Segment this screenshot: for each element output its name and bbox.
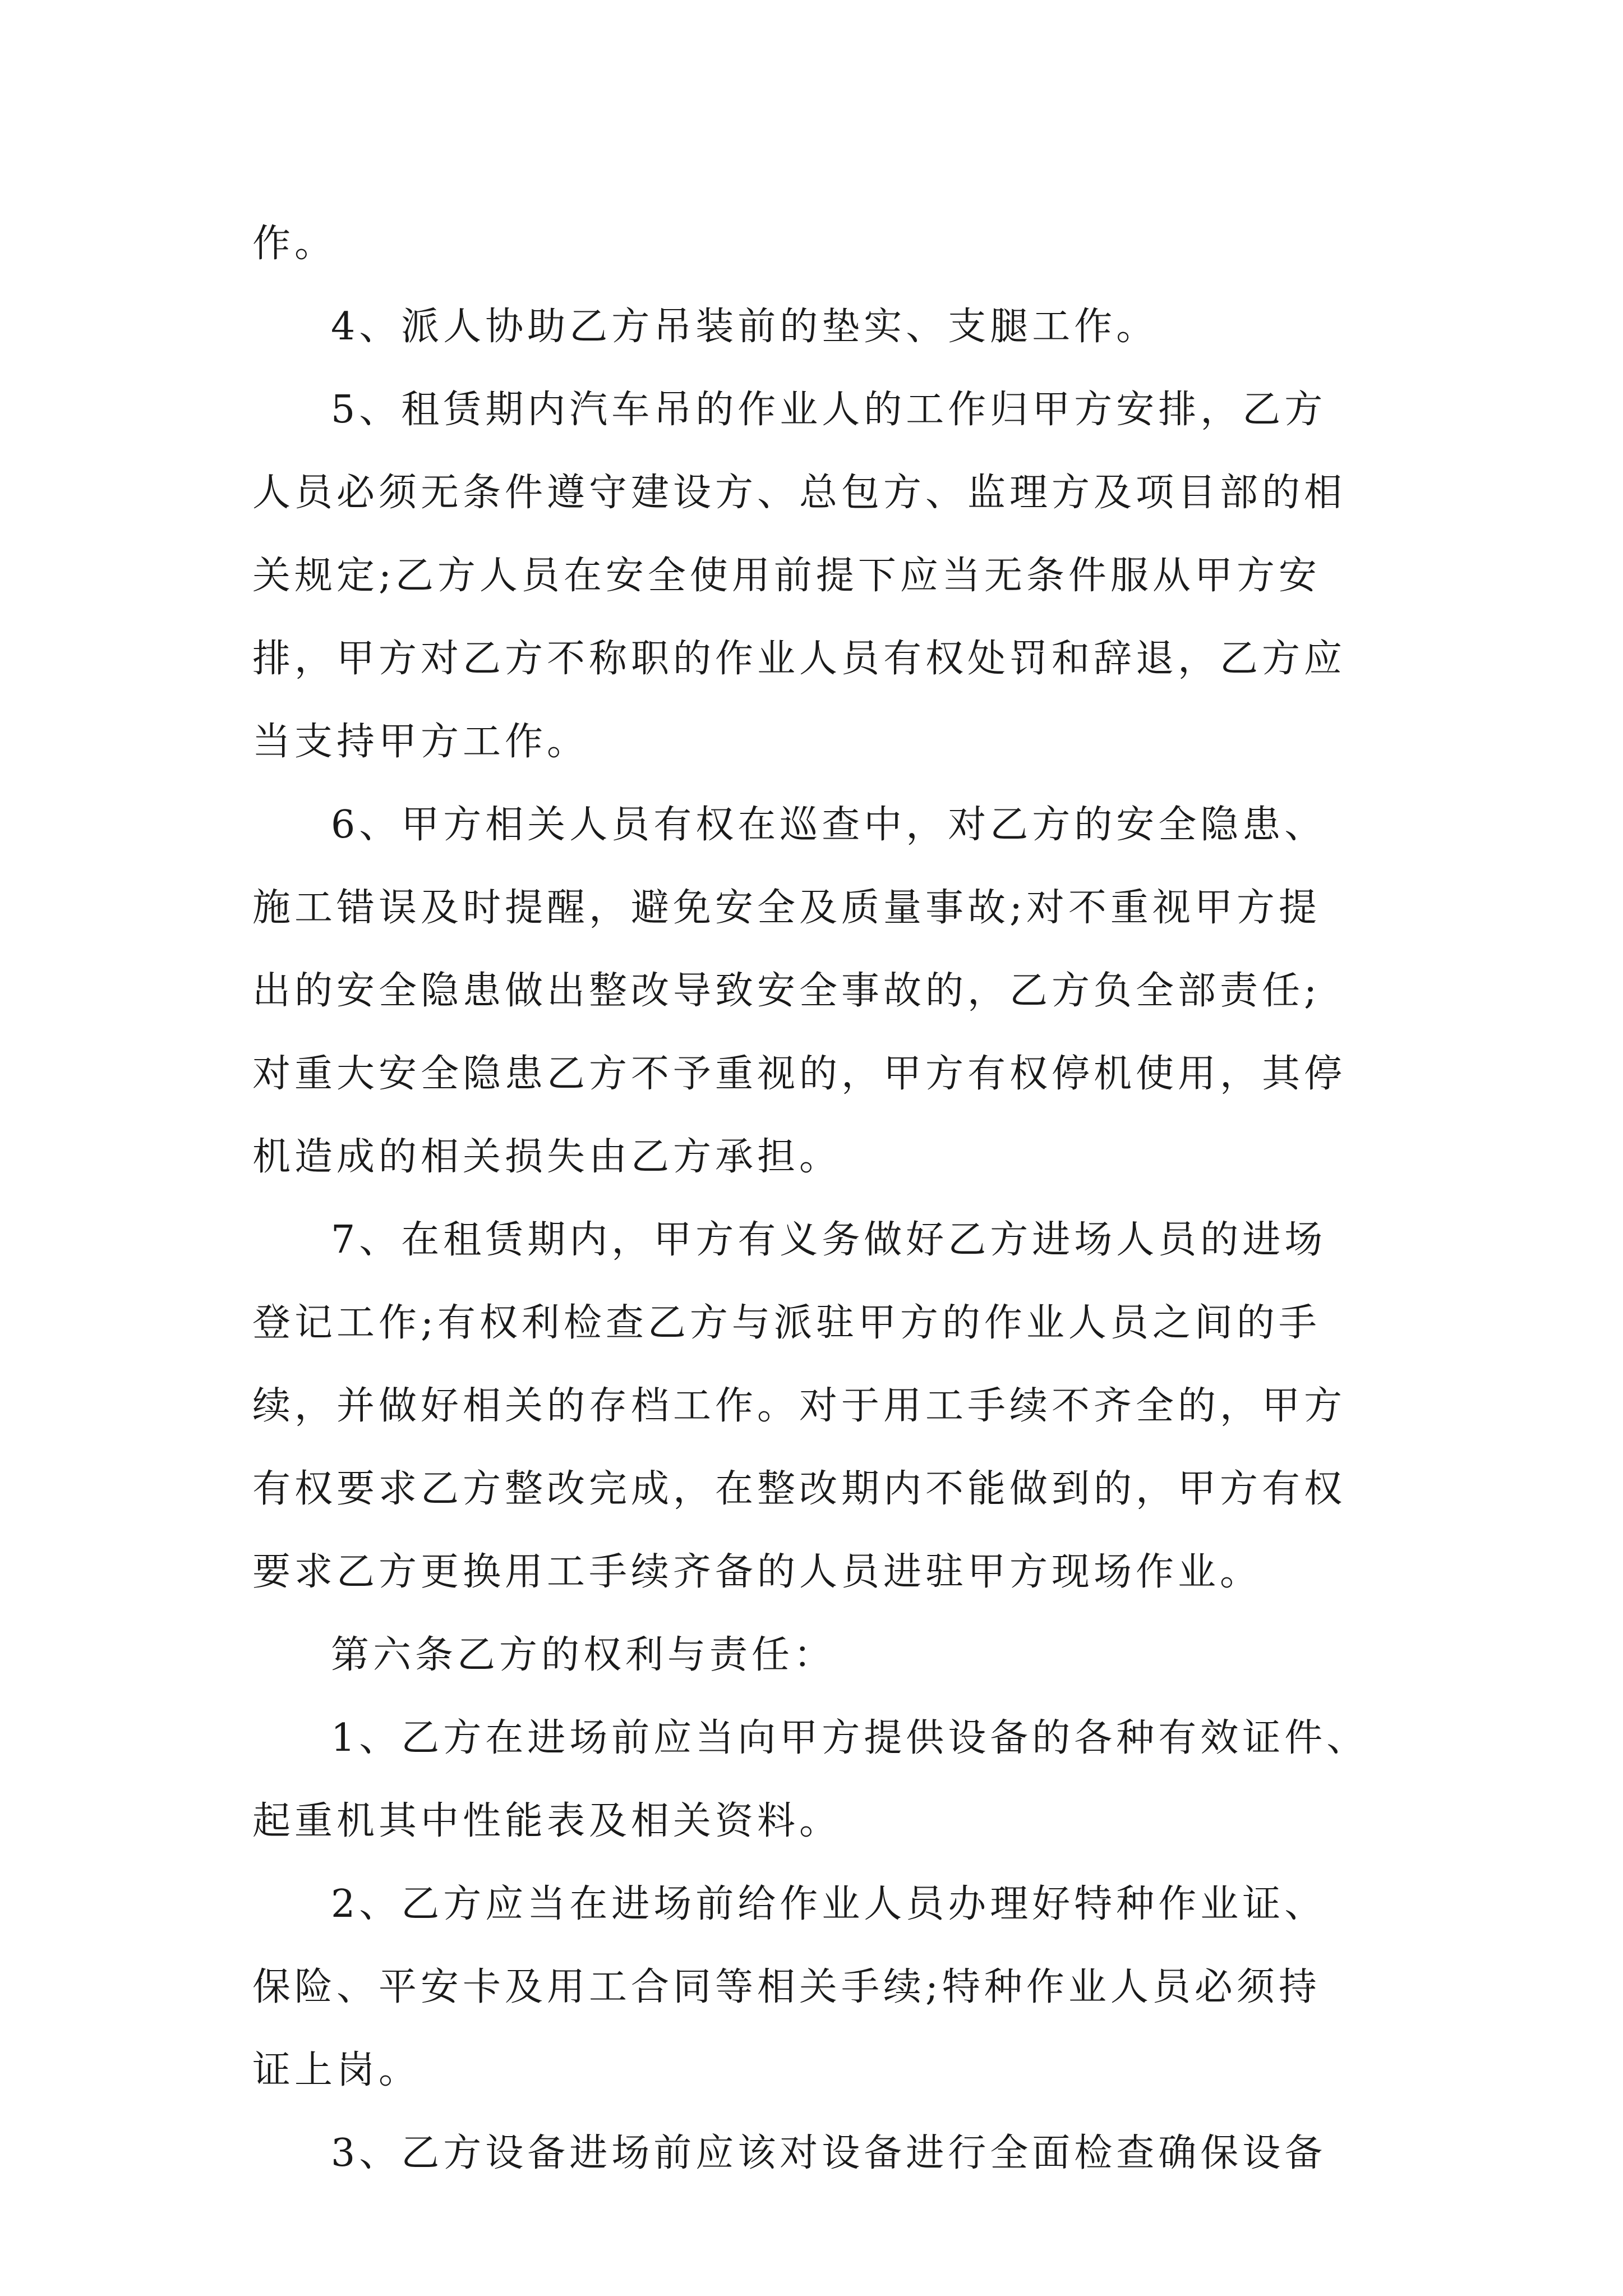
text-line: 证上岗。 <box>252 2048 421 2092</box>
text-line: 5、租赁期内汽车吊的作业人的工作归甲方安排，乙方 <box>331 388 1327 432</box>
text-line: 4、派人协助乙方吊装前的垫实、支腿工作。 <box>331 305 1159 349</box>
text-line: 作。 <box>252 222 337 266</box>
text-line: 出的安全隐患做出整改导致安全事故的，乙方负全部责任; <box>252 969 1321 1013</box>
text-line: 关规定;乙方人员在安全使用前提下应当无条件服从甲方安 <box>252 554 1321 598</box>
text-line: 人员必须无条件遵守建设方、总包方、监理方及项目部的相 <box>252 471 1347 515</box>
text-line: 3、乙方设备进场前应该对设备进行全面检查确保设备 <box>331 2131 1327 2175</box>
text-line: 登记工作;有权利检查乙方与派驻甲方的作业人员之间的手 <box>252 1301 1321 1345</box>
text-line: 1、乙方在进场前应当向甲方提供设备的各种有效证件、 <box>331 1716 1369 1760</box>
text-line: 当支持甲方工作。 <box>252 720 589 764</box>
text-line: 要求乙方更换用工手续齐备的人员进驻甲方现场作业。 <box>252 1550 1262 1594</box>
text-line: 7、在租赁期内，甲方有义务做好乙方进场人员的进场 <box>331 1218 1327 1262</box>
text-line: 2、乙方应当在进场前给作业人员办理好特种作业证、 <box>331 1882 1327 1926</box>
text-line: 6、甲方相关人员有权在巡查中，对乙方的安全隐患、 <box>331 803 1327 847</box>
text-line: 机造成的相关损失由乙方承担。 <box>252 1135 842 1179</box>
text-line: 对重大安全隐患乙方不予重视的，甲方有权停机使用，其停 <box>252 1052 1347 1096</box>
text-line: 有权要求乙方整改完成，在整改期内不能做到的，甲方有权 <box>252 1467 1347 1511</box>
text-line: 施工错误及时提醒，避免安全及质量事故;对不重视甲方提 <box>252 886 1321 930</box>
text-line: 续，并做好相关的存档工作。对于用工手续不齐全的，甲方 <box>252 1384 1347 1428</box>
text-line: 保险、平安卡及用工合同等相关手续;特种作业人员必须持 <box>252 1965 1321 2009</box>
section-heading: 第六条乙方的权利与责任： <box>331 1633 836 1677</box>
text-line: 起重机其中性能表及相关资料。 <box>252 1799 842 1843</box>
text-line: 排，甲方对乙方不称职的作业人员有权处罚和辞退，乙方应 <box>252 637 1347 681</box>
